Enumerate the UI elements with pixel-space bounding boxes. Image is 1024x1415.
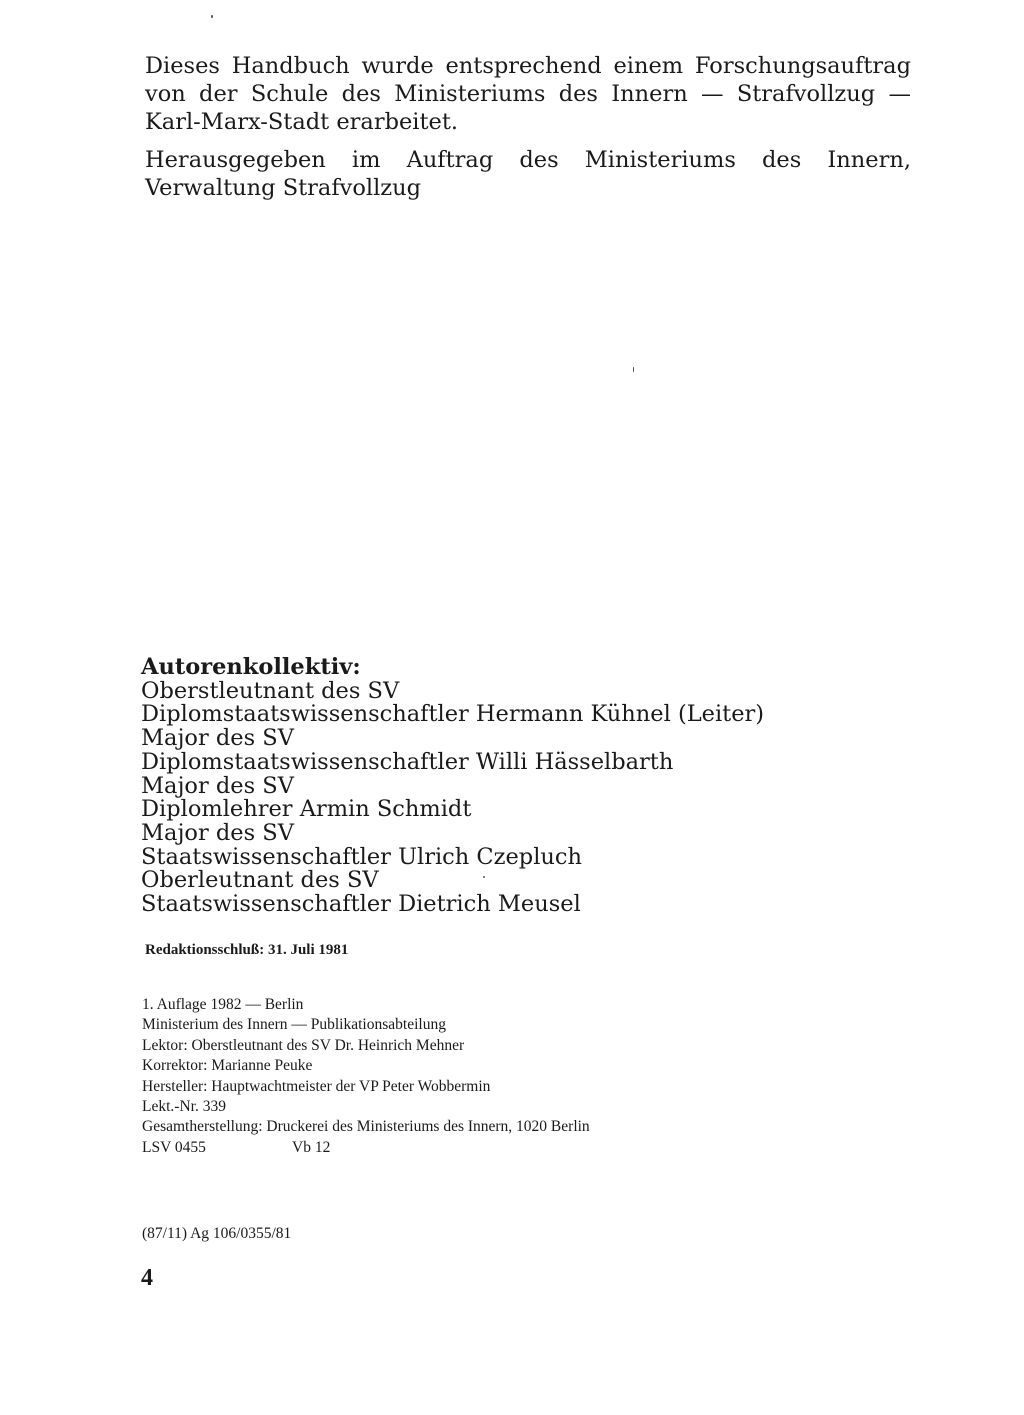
vb-number: Vb 12 bbox=[292, 1138, 331, 1156]
author-line: Diplomstaatswissenschaftler Willi Hässelbarth bbox=[141, 748, 674, 775]
order-number: (87/11) Ag 106/0355/81 bbox=[142, 1225, 292, 1242]
intro-section bbox=[145, 52, 911, 202]
imprint-block bbox=[142, 995, 590, 1158]
author-collective bbox=[141, 656, 841, 917]
print-speck bbox=[211, 15, 213, 18]
lsv-line bbox=[142, 1138, 590, 1158]
lekt-nr-line: Lekt.-Nr. 339 bbox=[142, 1098, 226, 1116]
editor-line: Lektor: Oberstleutnant des SV Dr. Heinrich Mehner bbox=[142, 1036, 465, 1054]
lsv-number: LSV 0455 bbox=[142, 1138, 206, 1156]
printing-line: Gesamtherstellung: Druckerei des Ministeriums des Innern, 1020 Berlin bbox=[142, 1118, 590, 1136]
proofreader-line: Korrektor: Marianne Peuke bbox=[142, 1057, 313, 1075]
author-collective-heading: Autorenkollektiv: bbox=[141, 654, 361, 680]
publisher-paragraph: Herausgegeben im Auftrag des Ministeriums des Innern, Verwaltung Strafvollzug bbox=[145, 147, 911, 201]
commission-paragraph: Dieses Handbuch wurde entsprechend einem Forschungsauftrag von der Schule des Ministeriums des Innern — Strafvollzug — Karl-Marx-Stadt erarbeitet. bbox=[145, 53, 911, 135]
publisher-line: Ministerium des Innern — Publikationsabteilung bbox=[142, 1016, 446, 1034]
edition-line: 1. Auflage 1982 — Berlin bbox=[142, 996, 304, 1013]
author-line: Oberstleutnant des SV bbox=[141, 677, 400, 704]
author-line: Major des SV bbox=[141, 725, 294, 752]
producer-line: Hersteller: Hauptwachtmeister der VP Peter Wobbermin bbox=[142, 1077, 491, 1095]
print-speck bbox=[633, 367, 634, 372]
author-line: Oberleutnant des SV bbox=[141, 867, 379, 894]
author-line: Staatswissenschaftler Ulrich Czepluch bbox=[141, 843, 582, 870]
editorial-deadline: Redaktionsschluß: 31. Juli 1981 bbox=[145, 942, 349, 958]
author-line: Diplomstaatswissenschaftler Hermann Kühnel (Leiter) bbox=[141, 701, 765, 728]
page-number: 4 bbox=[141, 1265, 153, 1291]
author-line: Staatswissenschaftler Dietrich Meusel bbox=[141, 891, 581, 918]
author-line: Diplomlehrer Armin Schmidt bbox=[141, 796, 472, 823]
author-line: Major des SV bbox=[141, 819, 294, 846]
author-line: Major des SV bbox=[141, 772, 294, 799]
